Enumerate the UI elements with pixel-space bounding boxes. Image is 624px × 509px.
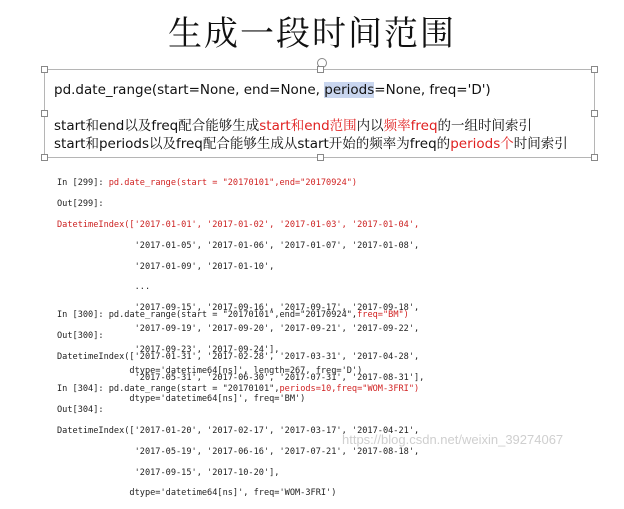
desc2-text: start和periods以及freq配合能够生成从start开始的频率为freq的 bbox=[54, 136, 451, 152]
output-label: Out[304]: bbox=[57, 405, 104, 416]
desc2-highlight-periods: periods个 bbox=[450, 136, 514, 152]
output-line: ... bbox=[57, 282, 151, 293]
description-line-1 bbox=[54, 114, 532, 134]
desc1-highlight-freq: 频率freq bbox=[383, 118, 438, 134]
output-line: '2017-09-19', '2017-09-20', '2017-09-21', '2017-09-22', bbox=[57, 324, 420, 335]
signature-prefix: pd.date_range(start=None, end=None, bbox=[54, 82, 325, 98]
output-line: dtype='datetime64[ns]', length=267, freq='D') bbox=[57, 365, 363, 376]
input-call: pd.date_range(start = "20170101",end="20170924") bbox=[108, 178, 358, 189]
output-line: '2017-01-09', '2017-01-10', bbox=[57, 261, 275, 272]
input-prompt: In [300]: bbox=[57, 310, 109, 321]
output-line: '2017-05-19', '2017-06-16', '2017-07-21', '2017-08-18', bbox=[57, 446, 420, 457]
output-line: DatetimeIndex(['2017-01-31', '2017-02-28', '2017-03-31', '2017-04-28', bbox=[57, 352, 420, 363]
signature-suffix: =None, freq='D') bbox=[374, 82, 491, 98]
output-line: '2017-09-23', '2017-09-24'], bbox=[57, 344, 280, 355]
resize-handle-right[interactable] bbox=[591, 110, 598, 117]
input-prompt: In [304]: bbox=[57, 384, 109, 395]
slide-title: 生成一段时间范围 bbox=[168, 14, 456, 54]
resize-handle-bottom[interactable] bbox=[317, 154, 324, 161]
desc1-text-3: 的一组时间索引 bbox=[437, 118, 533, 134]
output-line: DatetimeIndex(['2017-01-20', '2017-02-17', '2017-03-17', '2017-04-21', bbox=[57, 426, 420, 437]
desc2-text-2: 时间索引 bbox=[513, 136, 568, 152]
input-call-kw: freq="BM") bbox=[357, 310, 409, 321]
output-line: '2017-05-31', '2017-06-30', '2017-07-31', '2017-08-31'], bbox=[57, 372, 425, 383]
input-line bbox=[57, 310, 424, 320]
signature-line[interactable] bbox=[54, 82, 491, 98]
resize-handle-bottom-left[interactable] bbox=[41, 154, 48, 161]
resize-handle-top-right[interactable] bbox=[591, 66, 598, 73]
desc1-text-2: 内以 bbox=[356, 118, 384, 134]
input-call: pd.date_range(start = "20170101", bbox=[108, 384, 280, 395]
output-line: '2017-09-15', '2017-10-20'], bbox=[57, 467, 280, 478]
input-call: pd.date_range(start = "20170101",end="20170924", bbox=[108, 310, 358, 321]
resize-handle-top-left[interactable] bbox=[41, 66, 48, 73]
output-label: Out[300]: bbox=[57, 331, 104, 342]
resize-handle-top[interactable] bbox=[317, 66, 324, 73]
input-call-kw: periods=10,freq="WOM-3FRI") bbox=[279, 384, 420, 395]
output-line: dtype='datetime64[ns]', freq='BM') bbox=[57, 393, 306, 404]
output-label: Out[299]: bbox=[57, 199, 104, 210]
resize-handle-left[interactable] bbox=[41, 110, 48, 117]
input-prompt: In [299]: bbox=[57, 178, 109, 189]
input-line bbox=[57, 384, 419, 394]
resize-handle-bottom-right[interactable] bbox=[591, 154, 598, 161]
output-line: '2017-01-05', '2017-01-06', '2017-01-07', '2017-01-08', bbox=[57, 240, 420, 251]
selected-word[interactable]: periods bbox=[324, 82, 375, 98]
output-line: DatetimeIndex(['2017-01-01', '2017-01-02', '2017-01-03', '2017-01-04', bbox=[57, 220, 420, 231]
output-line: '2017-09-15', '2017-09-16', '2017-09-17', '2017-09-18', bbox=[57, 303, 420, 314]
desc1-text: start和end以及freq配合能够生成 bbox=[54, 118, 260, 134]
description-line-2 bbox=[54, 132, 568, 152]
watermark: https://blog.csdn.net/weixin_39274067 bbox=[342, 432, 564, 447]
selected-text-box[interactable] bbox=[44, 69, 595, 158]
output-line: dtype='datetime64[ns]', freq='WOM-3FRI') bbox=[57, 488, 337, 499]
desc1-highlight-range: start和end范围 bbox=[259, 118, 357, 134]
input-line bbox=[57, 178, 419, 188]
